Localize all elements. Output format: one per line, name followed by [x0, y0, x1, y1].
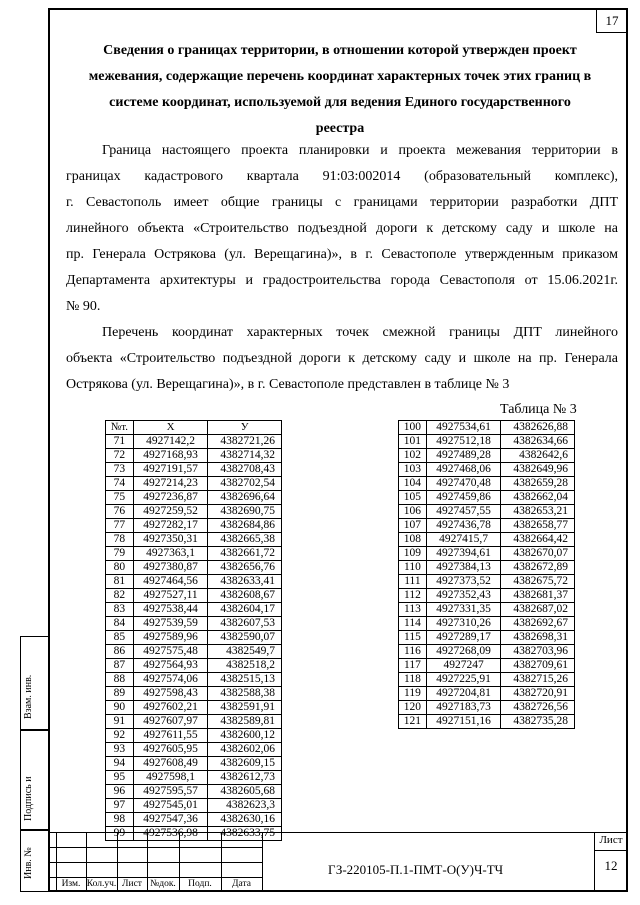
y-coordinate-cell: 4382665,38	[208, 533, 282, 547]
x-coordinate-cell: 4927310,26	[426, 617, 500, 631]
y-coordinate-cell: 4382715,26	[501, 673, 575, 687]
x-coordinate-cell: 4927380,87	[133, 561, 207, 575]
x-coordinate-cell: 4927539,59	[133, 617, 207, 631]
coordinates-table-right	[398, 420, 575, 729]
point-number-cell: 77	[106, 519, 134, 533]
point-number-cell: 111	[399, 575, 427, 589]
coordinates-table-right-body	[399, 421, 575, 729]
point-number-cell: 108	[399, 533, 427, 547]
point-number-cell: 76	[106, 505, 134, 519]
point-number-cell: 120	[399, 701, 427, 715]
y-coordinate-cell: 4382653,21	[501, 505, 575, 519]
x-coordinate-cell: 4927575,48	[133, 645, 207, 659]
point-number-cell: 101	[399, 435, 427, 449]
header-point-number: №т.	[106, 421, 134, 435]
y-coordinate-cell: 4382659,28	[501, 477, 575, 491]
y-coordinate-cell: 4382709,61	[501, 659, 575, 673]
x-coordinate-cell: 4927394,61	[426, 547, 500, 561]
point-number-cell: 115	[399, 631, 427, 645]
point-number-cell: 110	[399, 561, 427, 575]
table-row	[106, 505, 282, 519]
y-coordinate-cell: 4382607,53	[208, 617, 282, 631]
stamp-label-podp: Подп.	[188, 879, 212, 889]
x-coordinate-cell: 4927534,61	[426, 421, 500, 435]
left-margin-stamp	[20, 636, 48, 892]
y-coordinate-cell: 4382664,42	[501, 533, 575, 547]
point-number-cell: 86	[106, 645, 134, 659]
stamp-sheet-label: Лист	[599, 834, 623, 846]
table-row	[106, 463, 282, 477]
table-row	[106, 491, 282, 505]
paragraph-line: Острякова (ул. Верещагина)», в г. Севастополе представлен в таблице № 3	[66, 377, 510, 392]
paragraph-line: № 90.	[66, 299, 101, 314]
x-coordinate-cell: 4927598,1	[133, 771, 207, 785]
table-row	[106, 519, 282, 533]
y-coordinate-cell: 4382726,56	[501, 701, 575, 715]
y-coordinate-cell: 4382608,67	[208, 589, 282, 603]
point-number-cell: 79	[106, 547, 134, 561]
stamp-border-top	[48, 832, 628, 833]
paragraph-line: границах кадастрового квартала 91:03:002014 (образовательный комплекс),	[66, 169, 618, 184]
y-coordinate-cell: 4382604,17	[208, 603, 282, 617]
table-row	[399, 421, 575, 435]
sidebar-cell-inv	[20, 830, 48, 892]
point-number-cell: 98	[106, 813, 134, 827]
y-coordinate-cell: 4382670,07	[501, 547, 575, 561]
y-coordinate-cell: 4382630,16	[208, 813, 282, 827]
table-row	[399, 575, 575, 589]
table-row	[106, 687, 282, 701]
table-row	[399, 659, 575, 673]
stamp-row-line	[48, 877, 262, 878]
x-coordinate-cell: 4927142,2	[133, 435, 207, 449]
table-row	[399, 477, 575, 491]
y-coordinate-cell: 4382515,13	[208, 673, 282, 687]
title-block-stamp	[48, 832, 628, 892]
x-coordinate-cell: 4927536,98	[133, 827, 207, 841]
x-coordinate-cell: 4927350,31	[133, 533, 207, 547]
table-row	[106, 575, 282, 589]
point-number-cell: 109	[399, 547, 427, 561]
point-number-cell: 97	[106, 799, 134, 813]
table-row	[106, 799, 282, 813]
table-row	[399, 673, 575, 687]
y-coordinate-cell: 4382720,91	[501, 687, 575, 701]
stamp-row-line	[48, 862, 262, 863]
table-row	[399, 617, 575, 631]
table-row	[399, 547, 575, 561]
table-row	[399, 561, 575, 575]
paragraph-coordinates-list	[66, 320, 618, 398]
table-row	[106, 617, 282, 631]
table-row	[399, 463, 575, 477]
point-number-cell: 100	[399, 421, 427, 435]
title-line: реестра	[315, 121, 365, 136]
paragraph-boundary	[66, 138, 618, 320]
table-row	[399, 449, 575, 463]
x-coordinate-cell: 4927602,21	[133, 701, 207, 715]
y-coordinate-cell: 4382633,75	[208, 827, 282, 841]
point-number-cell: 74	[106, 477, 134, 491]
table-row	[106, 715, 282, 729]
y-coordinate-cell: 4382609,15	[208, 757, 282, 771]
point-number-cell: 75	[106, 491, 134, 505]
y-coordinate-cell: 4382690,75	[208, 505, 282, 519]
y-coordinate-cell: 4382684,86	[208, 519, 282, 533]
point-number-cell: 89	[106, 687, 134, 701]
x-coordinate-cell: 4927204,81	[426, 687, 500, 701]
x-coordinate-cell: 4927331,35	[426, 603, 500, 617]
y-coordinate-cell: 4382642,6	[501, 449, 575, 463]
table-row	[106, 603, 282, 617]
x-coordinate-cell: 4927436,78	[426, 519, 500, 533]
x-coordinate-cell: 4927589,96	[133, 631, 207, 645]
point-number-cell: 114	[399, 617, 427, 631]
title-line: межевания, содержащие перечень координат характерных точек этих границ в	[88, 69, 592, 84]
sidebar-cell-podpis	[20, 730, 48, 830]
table-row	[106, 729, 282, 743]
paragraph-line: линейного объекта «Строительство подъездной дороги к детскому саду и школе на	[66, 221, 618, 236]
point-number-cell: 95	[106, 771, 134, 785]
stamp-row-line	[48, 847, 262, 848]
table-row	[399, 589, 575, 603]
y-coordinate-cell: 4382708,43	[208, 463, 282, 477]
x-coordinate-cell: 4927574,06	[133, 673, 207, 687]
stamp-label-data: Дата	[232, 879, 251, 889]
x-coordinate-cell: 4927225,91	[426, 673, 500, 687]
paragraph-line: Перечень координат характерных точек смежной границы ДПТ линейного	[102, 325, 618, 340]
y-coordinate-cell: 4382591,91	[208, 701, 282, 715]
x-coordinate-cell: 4927289,17	[426, 631, 500, 645]
x-coordinate-cell: 4927457,55	[426, 505, 500, 519]
y-coordinate-cell: 4382605,68	[208, 785, 282, 799]
coordinates-table-left-body	[106, 435, 282, 841]
x-coordinate-cell: 4927151,16	[426, 715, 500, 729]
point-number-cell: 118	[399, 673, 427, 687]
point-number-cell: 73	[106, 463, 134, 477]
x-coordinate-cell: 4927183,73	[426, 701, 500, 715]
point-number-cell: 96	[106, 785, 134, 799]
x-coordinate-cell: 4927538,44	[133, 603, 207, 617]
table-row	[106, 547, 282, 561]
y-coordinate-cell: 4382698,31	[501, 631, 575, 645]
paragraph-line: пр. Генерала Острякова (ул. Верещагина)», в г. Севастополе утвержденным приказом	[66, 247, 618, 262]
point-number-cell: 117	[399, 659, 427, 673]
point-number-cell: 71	[106, 435, 134, 449]
y-coordinate-cell: 4382626,88	[501, 421, 575, 435]
point-number-cell: 106	[399, 505, 427, 519]
x-coordinate-cell: 4927282,17	[133, 519, 207, 533]
table-row	[106, 645, 282, 659]
paragraph-line: Департамента архитектуры и градостроительства города Севастополя от 15.06.2021г.	[66, 273, 618, 288]
point-number-cell: 119	[399, 687, 427, 701]
y-coordinate-cell: 4382675,72	[501, 575, 575, 589]
table-row	[399, 435, 575, 449]
table-row	[106, 449, 282, 463]
point-number-cell: 78	[106, 533, 134, 547]
x-coordinate-cell: 4927605,95	[133, 743, 207, 757]
point-number-cell: 90	[106, 701, 134, 715]
table-row	[399, 519, 575, 533]
section-title	[60, 38, 620, 142]
y-coordinate-cell: 4382518,2	[208, 659, 282, 673]
header-x: X	[133, 421, 207, 435]
table-row	[399, 603, 575, 617]
point-number-cell: 93	[106, 743, 134, 757]
y-coordinate-cell: 4382590,07	[208, 631, 282, 645]
point-number-cell: 104	[399, 477, 427, 491]
title-line: системе координат, используемой для ведения Единого государственного	[109, 95, 571, 110]
point-number-cell: 112	[399, 589, 427, 603]
table-caption: Таблица № 3	[500, 402, 577, 417]
y-coordinate-cell: 4382721,26	[208, 435, 282, 449]
table-row	[399, 505, 575, 519]
y-coordinate-cell: 4382633,41	[208, 575, 282, 589]
paragraph-line: Граница настоящего проекта планировки и проекта межевания территории в	[102, 143, 618, 158]
x-coordinate-cell: 4927214,23	[133, 477, 207, 491]
y-coordinate-cell: 4382681,37	[501, 589, 575, 603]
x-coordinate-cell: 4927598,43	[133, 687, 207, 701]
x-coordinate-cell: 4927268,09	[426, 645, 500, 659]
table-row	[399, 645, 575, 659]
y-coordinate-cell: 4382649,96	[501, 463, 575, 477]
point-number-cell: 80	[106, 561, 134, 575]
table-row	[106, 561, 282, 575]
stamp-list-divider	[594, 850, 628, 851]
y-coordinate-cell: 4382661,72	[208, 547, 282, 561]
x-coordinate-cell: 4927564,93	[133, 659, 207, 673]
y-coordinate-cell: 4382672,89	[501, 561, 575, 575]
point-number-cell: 99	[106, 827, 134, 841]
x-coordinate-cell: 4927608,49	[133, 757, 207, 771]
point-number-cell: 102	[399, 449, 427, 463]
sidebar-cell-vzam	[20, 636, 48, 730]
stamp-sheet-number: 12	[604, 858, 618, 873]
point-number-cell: 82	[106, 589, 134, 603]
table-row	[399, 533, 575, 547]
sidebar-label-podpis: Подпись и	[23, 776, 34, 821]
y-coordinate-cell: 4382656,76	[208, 561, 282, 575]
y-coordinate-cell: 4382600,12	[208, 729, 282, 743]
x-coordinate-cell: 4927468,06	[426, 463, 500, 477]
table-row	[106, 533, 282, 547]
y-coordinate-cell: 4382662,04	[501, 491, 575, 505]
paragraph-line: объекта «Строительство подъездной дороги к детскому саду и школе на пр. Генерала	[66, 351, 618, 366]
point-number-cell: 116	[399, 645, 427, 659]
stamp-label-kol: Кол.уч.	[86, 879, 117, 889]
table-row	[106, 477, 282, 491]
table-row	[106, 701, 282, 715]
y-coordinate-cell: 4382588,38	[208, 687, 282, 701]
point-number-cell: 72	[106, 449, 134, 463]
x-coordinate-cell: 4927259,52	[133, 505, 207, 519]
y-coordinate-cell: 4382634,66	[501, 435, 575, 449]
point-number-cell: 87	[106, 659, 134, 673]
sidebar-label-inv: Инв. №	[23, 847, 34, 879]
y-coordinate-cell: 4382714,32	[208, 449, 282, 463]
point-number-cell: 121	[399, 715, 427, 729]
table-row	[106, 659, 282, 673]
table-row	[106, 589, 282, 603]
point-number-cell: 83	[106, 603, 134, 617]
x-coordinate-cell: 4927464,56	[133, 575, 207, 589]
table-row	[106, 785, 282, 799]
stamp-col-line	[262, 832, 263, 892]
title-line: Сведения о границах территории, в отношении которой утвержден проект	[103, 43, 577, 58]
stamp-label-list: Лист	[122, 879, 142, 889]
table-row	[399, 715, 575, 729]
point-number-cell: 84	[106, 617, 134, 631]
x-coordinate-cell: 4927595,57	[133, 785, 207, 799]
y-coordinate-cell: 4382658,77	[501, 519, 575, 533]
coordinates-table-left	[105, 420, 282, 841]
table-row	[399, 491, 575, 505]
table-row	[106, 771, 282, 785]
point-number-cell: 81	[106, 575, 134, 589]
y-coordinate-cell: 4382612,73	[208, 771, 282, 785]
x-coordinate-cell: 4927247	[426, 659, 500, 673]
point-number-cell: 113	[399, 603, 427, 617]
x-coordinate-cell: 4927415,7	[426, 533, 500, 547]
y-coordinate-cell: 4382702,54	[208, 477, 282, 491]
table-row	[106, 435, 282, 449]
y-coordinate-cell: 4382687,02	[501, 603, 575, 617]
table-row	[106, 813, 282, 827]
point-number-cell: 107	[399, 519, 427, 533]
x-coordinate-cell: 4927373,52	[426, 575, 500, 589]
y-coordinate-cell: 4382589,81	[208, 715, 282, 729]
x-coordinate-cell: 4927470,48	[426, 477, 500, 491]
point-number-cell: 91	[106, 715, 134, 729]
x-coordinate-cell: 4927607,97	[133, 715, 207, 729]
x-coordinate-cell: 4927527,11	[133, 589, 207, 603]
x-coordinate-cell: 4927545,01	[133, 799, 207, 813]
table-row	[399, 701, 575, 715]
y-coordinate-cell: 4382703,96	[501, 645, 575, 659]
stamp-label-ndok: №док.	[150, 879, 176, 889]
table-row	[399, 631, 575, 645]
x-coordinate-cell: 4927512,18	[426, 435, 500, 449]
table-row	[106, 631, 282, 645]
point-number-cell: 85	[106, 631, 134, 645]
x-coordinate-cell: 4927168,93	[133, 449, 207, 463]
table-header-row	[106, 421, 282, 435]
top-page-number: 17	[596, 10, 627, 33]
table-row	[399, 687, 575, 701]
sidebar-label-vzam: Взам. инв.	[23, 674, 34, 719]
y-coordinate-cell: 4382692,67	[501, 617, 575, 631]
x-coordinate-cell: 4927236,87	[133, 491, 207, 505]
x-coordinate-cell: 4927611,55	[133, 729, 207, 743]
table-row	[106, 757, 282, 771]
x-coordinate-cell: 4927489,28	[426, 449, 500, 463]
x-coordinate-cell: 4927352,43	[426, 589, 500, 603]
y-coordinate-cell: 4382602,06	[208, 743, 282, 757]
header-y: У	[208, 421, 282, 435]
paragraph-line: г. Севастополь имеет общие границы с границами территории разработки ДПТ	[66, 195, 618, 210]
y-coordinate-cell: 4382696,64	[208, 491, 282, 505]
x-coordinate-cell: 4927459,86	[426, 491, 500, 505]
x-coordinate-cell: 4927384,13	[426, 561, 500, 575]
point-number-cell: 94	[106, 757, 134, 771]
stamp-label-izm: Изм.	[61, 879, 81, 889]
document-code: ГЗ-220105-П.1-ПМТ-О(У)Ч-ТЧ	[328, 862, 504, 877]
point-number-cell: 103	[399, 463, 427, 477]
y-coordinate-cell: 4382549,7	[208, 645, 282, 659]
table-row	[106, 673, 282, 687]
y-coordinate-cell: 4382735,28	[501, 715, 575, 729]
y-coordinate-cell: 4382623,3	[208, 799, 282, 813]
point-number-cell: 88	[106, 673, 134, 687]
x-coordinate-cell: 4927363,1	[133, 547, 207, 561]
point-number-cell: 92	[106, 729, 134, 743]
point-number-cell: 105	[399, 491, 427, 505]
x-coordinate-cell: 4927547,36	[133, 813, 207, 827]
table-row	[106, 743, 282, 757]
x-coordinate-cell: 4927191,57	[133, 463, 207, 477]
